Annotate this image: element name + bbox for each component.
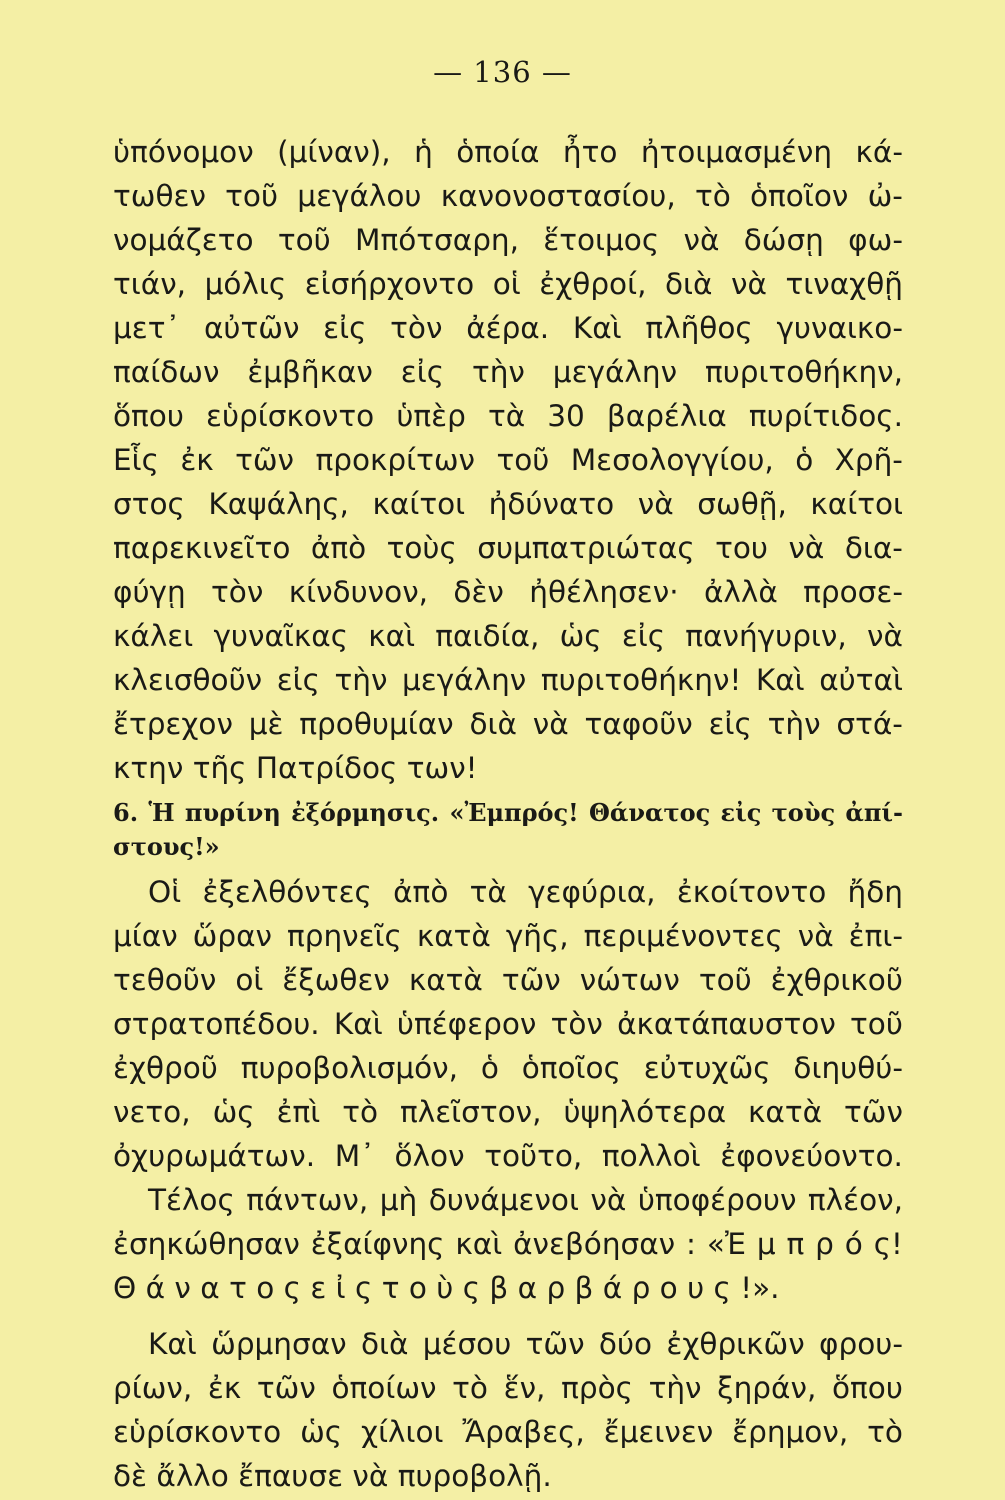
text-line: στρατοπέδου. Καὶ ὑπέφερον τὸν ἀκατάπαυστον τοῦ [113,1007,903,1041]
text-line: μίαν ὥραν πρηνεῖς κατὰ γῆς, περιμένοντες νὰ ἐπι- [113,919,903,953]
text-line: φύγῃ τὸν κίνδυνον, δὲν ἠθέλησεν· ἀλλὰ προσε- [113,575,903,609]
text-line: ὑπόνομον (μίναν), ἡ ὁποία ἦτο ἠτοιμασμένη κά- [113,135,903,169]
text-line: δὲ ἄλλο ἔπαυσε νὰ πυροβολῇ. [113,1459,552,1493]
text-line-spaced: Θ ά ν α τ ο ς ε ἰ ς τ ο ὺ ς β α ρ β ά ρ ο υ ς !». [113,1271,780,1305]
text-line: ἐχθροῦ πυροβολισμόν, ὁ ὁποῖος εὐτυχῶς διηυθύ- [113,1051,903,1085]
text-line: μετ᾽ αὐτῶν εἰς τὸν ἀέρα. Καὶ πλῆθος γυναικο- [113,311,903,345]
text-line: παίδων ἐμβῆκαν εἰς τὴν μεγάλην πυριτοθήκην, [113,355,903,389]
text-line: τιάν, μόλις εἰσήρχοντο οἱ ἐχθροί, διὰ νὰ τιναχθῇ [113,267,903,301]
text-line: τεθοῦν οἱ ἔξωθεν κατὰ τῶν νώτων τοῦ ἐχθρικοῦ [113,963,903,997]
page-number: — 136 — [433,55,572,89]
text-line: ὅπου εὑρίσκοντο ὑπὲρ τὰ 30 βαρέλια πυρίτιδος. [113,399,903,433]
text-line: ὀχυρωμάτων. Μ᾽ ὅλον τοῦτο, πολλοὶ ἐφονεύοντο. [113,1139,903,1173]
text-line: κτην τῆς Πατρίδος των! [113,751,478,785]
text-line: στος Καψάλης, καίτοι ἠδύνατο νὰ σωθῇ, καίτοι [113,487,903,521]
section-heading-continuation: στους!» [113,832,220,861]
text-line: νετο, ὡς ἐπὶ τὸ πλεῖστον, ὑψηλότερα κατὰ τῶν [113,1095,903,1129]
text-line: Τέλος πάντων, μὴ δυνάμενοι νὰ ὑποφέρουν πλέον, [148,1183,903,1217]
text-line: νομάζετο τοῦ Μπότσαρη, ἕτοιμος νὰ δώσῃ φω- [113,223,903,257]
text-line: Οἱ ἐξελθόντες ἀπὸ τὰ γεφύρια, ἐκοίτοντο ἤδη [148,875,903,909]
text-line: εὑρίσκοντο ὡς χίλιοι Ἄραβες, ἔμεινεν ἔρημον, τὸ [113,1415,903,1449]
text-line: ρίων, ἐκ τῶν ὁποίων τὸ ἕν, πρὸς τὴν ξηράν, ὅπου [113,1371,903,1405]
text-line: Καὶ ὥρμησαν διὰ μέσου τῶν δύο ἐχθρικῶν φρου- [148,1327,903,1361]
text-line: τωθεν τοῦ μεγάλου κανονοστασίου, τὸ ὁποῖον ὠ- [113,179,903,213]
text-line: παρεκινεῖτο ἀπὸ τοὺς συμπατριώτας του νὰ δια- [113,531,903,565]
text-line: Εἷς ἐκ τῶν προκρίτων τοῦ Μεσολογγίου, ὁ Χρῆ- [113,443,903,477]
section-heading: 6. Ἡ πυρίνη ἐξόρμησις. «Ἐμπρός! Θάνατος εἰς τοὺς ἀπί- [113,798,903,827]
text-line: κάλει γυναῖκας καὶ παιδία, ὡς εἰς πανήγυριν, νὰ [113,619,903,653]
text-line: κλεισθοῦν εἰς τὴν μεγάλην πυριτοθήκην! Καὶ αὐταὶ [113,663,903,697]
text-line: ἔτρεχον μὲ προθυμίαν διὰ νὰ ταφοῦν εἰς τὴν στά- [113,707,903,741]
text-line: ἐσηκώθησαν ἐξαίφνης καὶ ἀνεβόησαν : «Ἐ μ π ρ ό ς! [113,1227,903,1261]
